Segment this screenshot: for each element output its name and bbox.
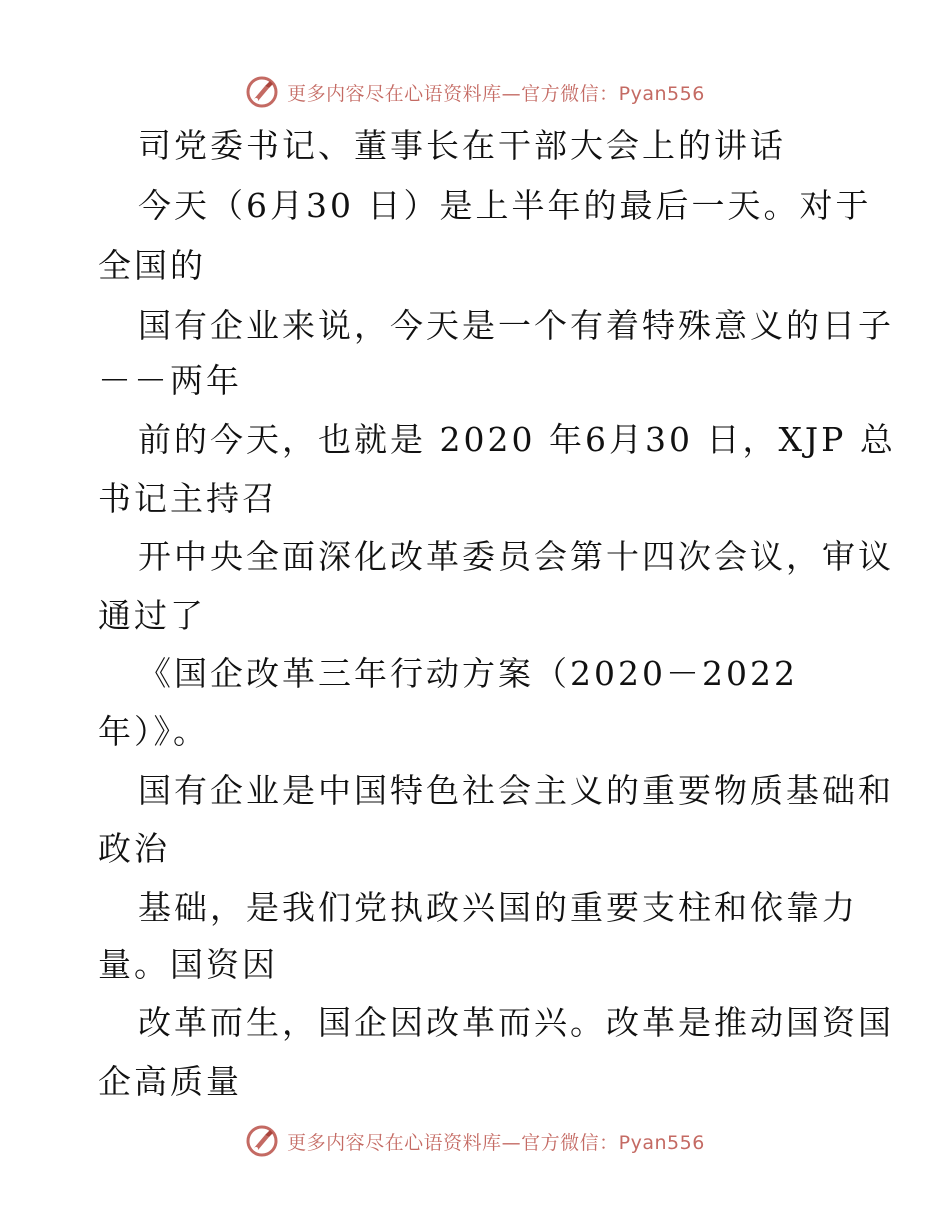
footer-watermark xyxy=(0,1121,950,1161)
paragraph-line: 开中央全面深化改革委员会第十四次会议，审议 xyxy=(138,537,894,576)
paragraph-line: 企高质量 xyxy=(98,1062,242,1101)
paragraph-line: 今天（6月30 日）是上半年的最后一天。对于 xyxy=(138,186,872,225)
paragraph-line: 国有企业来说，今天是一个有着特殊意义的日子 xyxy=(138,306,894,345)
paragraph-line: 改革而生，国企因改革而兴。改革是推动国资国 xyxy=(138,1003,894,1042)
paragraph-line: 年）》。 xyxy=(98,712,209,751)
paragraph-line: 《国企改革三年行动方案（2020－2022 xyxy=(138,654,798,693)
document-title-line: 司党委书记、董事长在干部大会上的讲话 xyxy=(138,126,786,165)
paragraph-line: 基础，是我们党执政兴国的重要支柱和依靠力 xyxy=(138,888,858,927)
watermark-text: 更多内容尽在心语资料库—官方微信：Pyan556 xyxy=(287,1131,705,1154)
paragraph-line: －－两年 xyxy=(98,361,242,400)
paragraph-line: 量。国资因 xyxy=(98,945,278,984)
paragraph-line: 全国的 xyxy=(98,246,206,285)
header-watermark xyxy=(0,72,950,112)
watermark-text: 更多内容尽在心语资料库—官方微信：Pyan556 xyxy=(287,82,705,105)
paragraph-line: 国有企业是中国特色社会主义的重要物质基础和 xyxy=(138,771,894,810)
paragraph-line: 政治 xyxy=(98,829,170,868)
paragraph-line: 通过了 xyxy=(98,596,206,635)
watermark-logo-icon xyxy=(245,1124,279,1158)
watermark-logo-icon xyxy=(245,75,279,109)
paragraph-line: 前的今天，也就是 2020 年6月30 日，XJP 总 xyxy=(138,420,896,459)
paragraph-line: 书记主持召 xyxy=(98,479,278,518)
